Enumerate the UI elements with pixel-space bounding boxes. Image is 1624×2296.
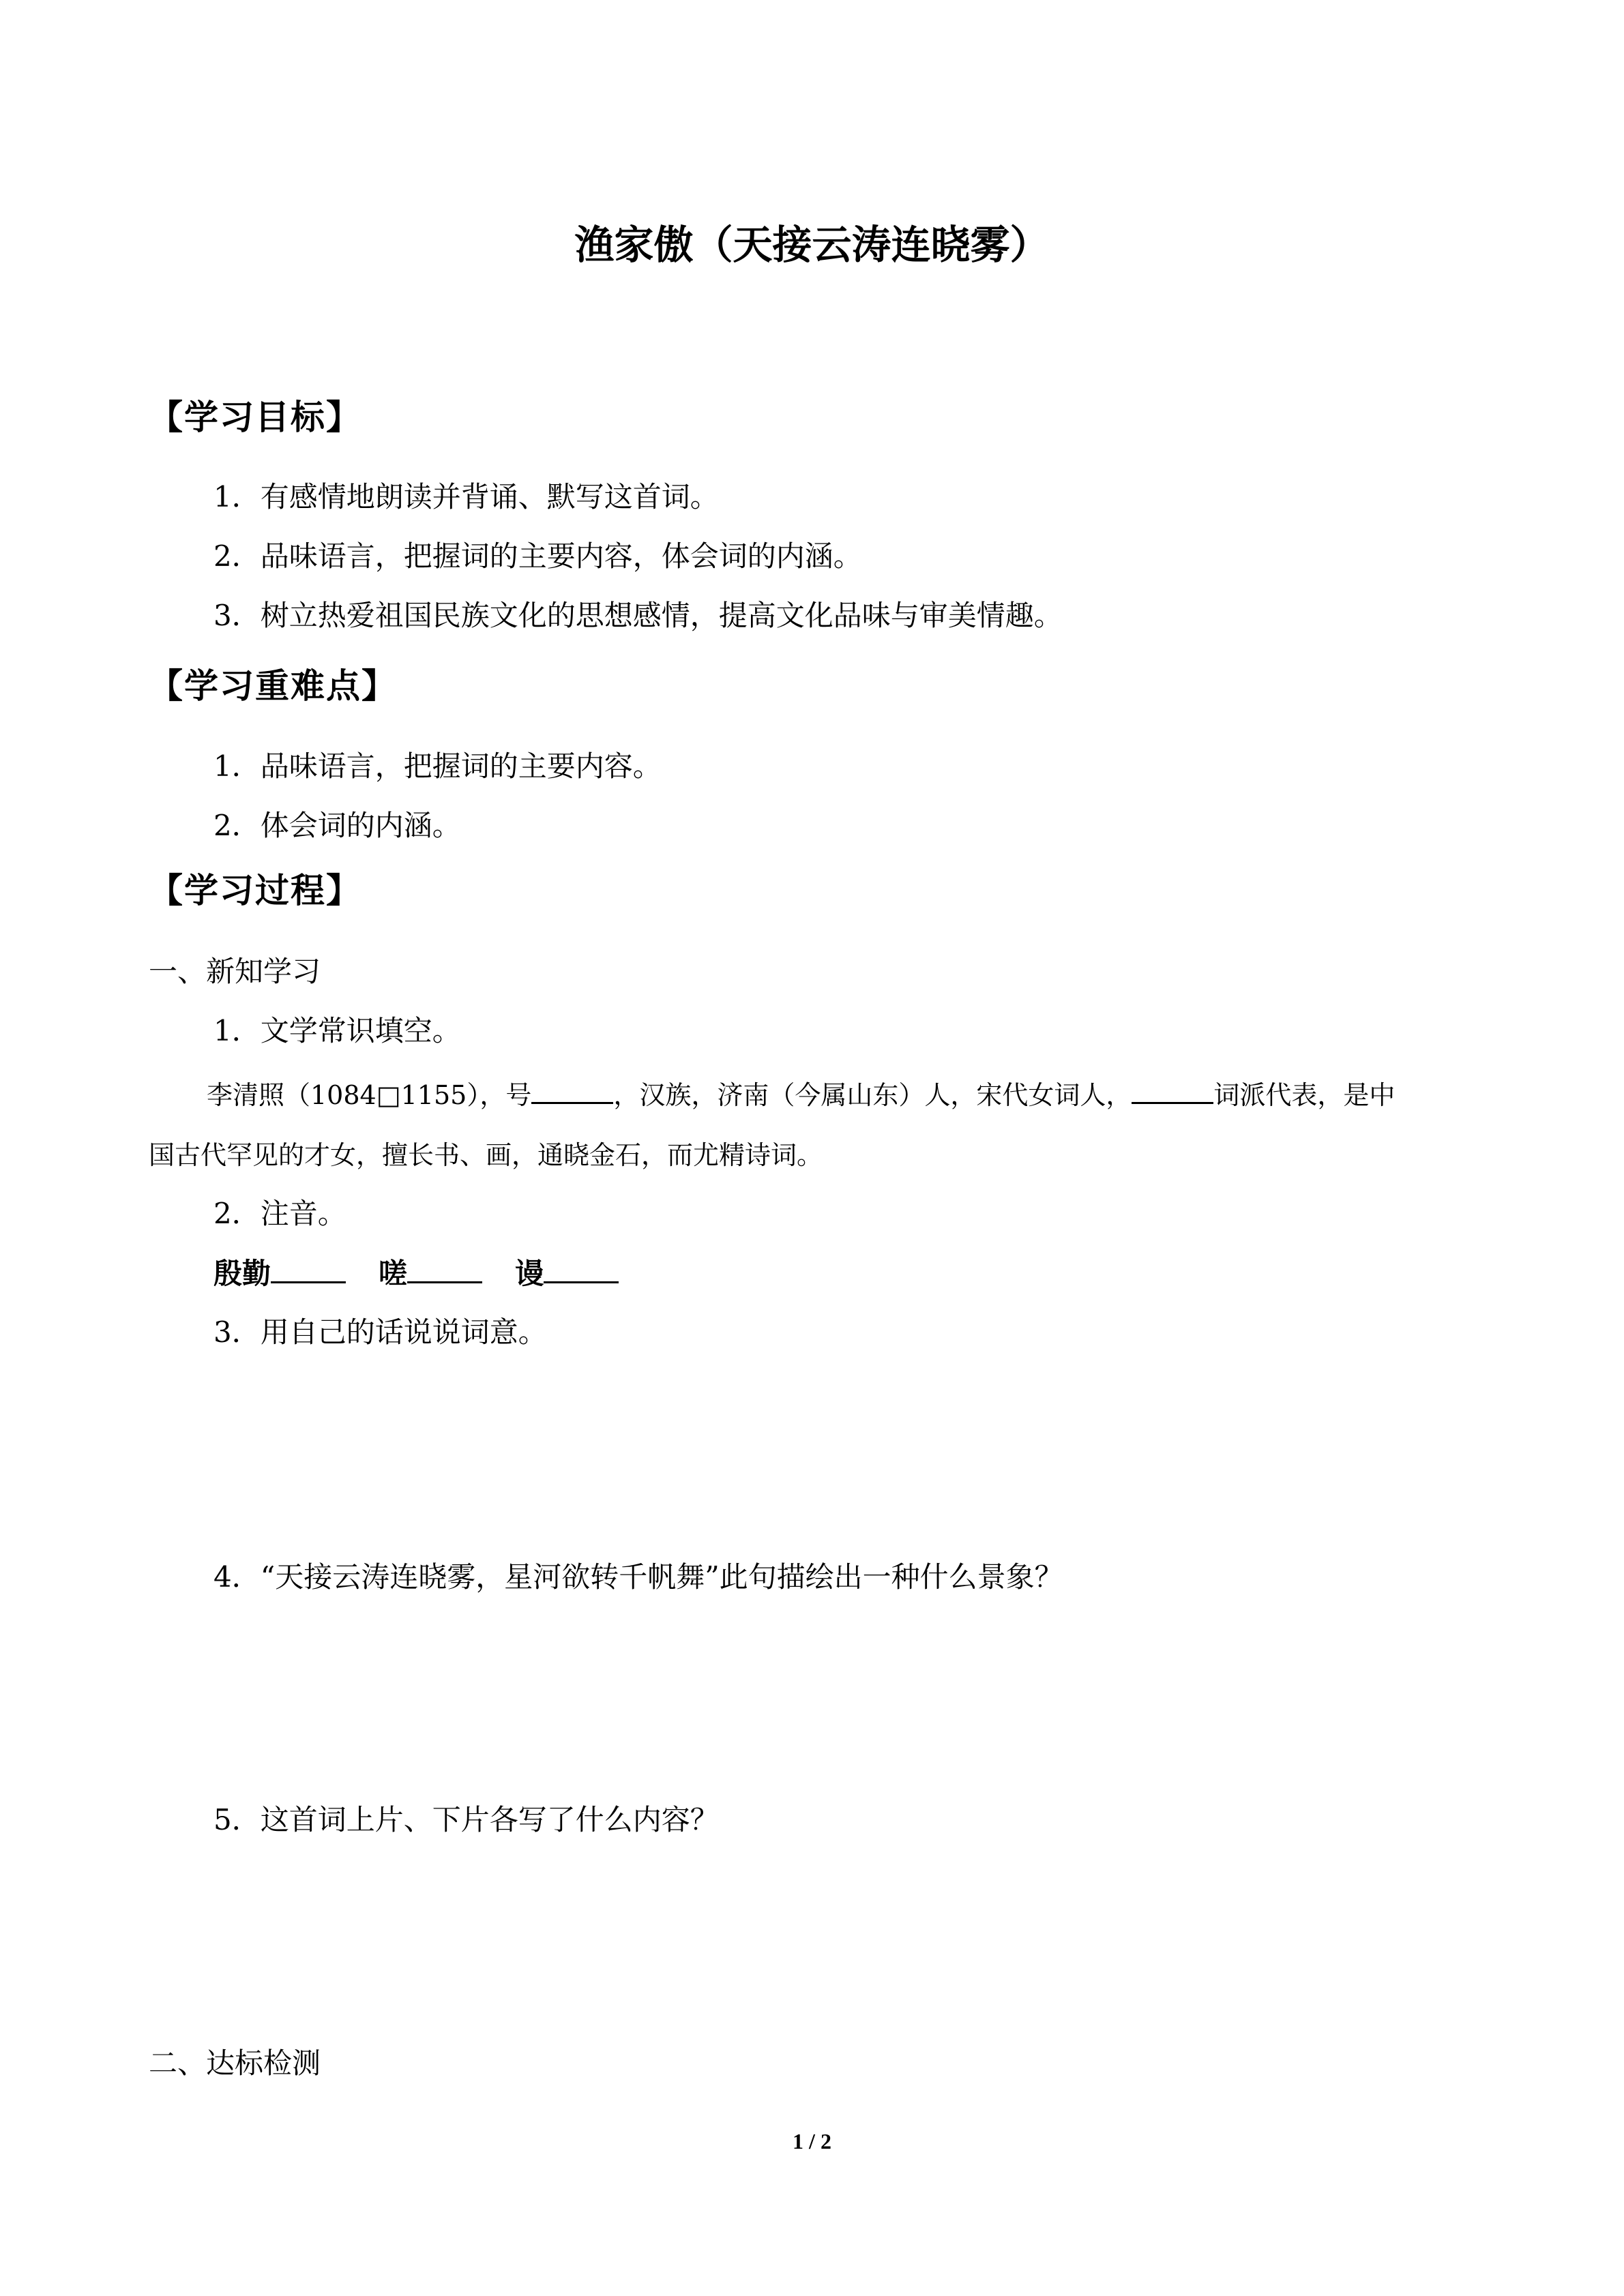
q2-word-1: 殷勤: [213, 1257, 271, 1290]
goals-heading: 【学习目标】: [149, 397, 361, 437]
q1-text-c: 词派代表，是中: [1213, 1080, 1396, 1110]
key-point-item-1: 1．品味语言，把握词的主要内容。: [213, 749, 662, 783]
q1-text-d: 国古代罕见的才女，擅长书、画，通晓金石，而尤精诗词。: [149, 1140, 823, 1170]
q1-text-b: ，汉族，济南（今属山东）人，宋代女词人，: [613, 1080, 1132, 1110]
key-points-heading: 【学习重难点】: [149, 666, 397, 706]
question-1: 1．文学常识填空。: [213, 1014, 461, 1047]
goal-item-1: 1．有感情地朗读并背诵、默写这首词。: [213, 480, 719, 513]
part2-heading: 二、达标检测: [149, 2046, 321, 2080]
q1-fill-line: [207, 1074, 1395, 1112]
q2-word-2: 嗟: [379, 1257, 408, 1290]
q1-blank-hao[interactable]: [531, 1076, 613, 1104]
q2-pinyin-row: [213, 1251, 619, 1292]
q1-text-a: 李清照（1084□1155），号: [207, 1080, 532, 1110]
goal-item-2: 2．品味语言，把握词的主要内容，体会词的内涵。: [213, 539, 862, 573]
question-4: 4．“天接云涛连晓雾，星河欲转千帆舞”此句描绘出一种什么景象？: [213, 1560, 1063, 1594]
part1-heading: 一、新知学习: [149, 955, 321, 988]
page-number: 1 / 2: [793, 2129, 831, 2153]
question-3: 3．用自己的话说说词意。: [213, 1315, 547, 1349]
q2-blank-1[interactable]: [271, 1255, 346, 1283]
q1-blank-school[interactable]: [1132, 1076, 1213, 1104]
goal-item-3: 3．树立热爱祖国民族文化的思想感情，提高文化品味与审美情趣。: [213, 599, 1063, 632]
key-point-item-2: 2．体会词的内涵。: [213, 809, 461, 842]
process-heading: 【学习过程】: [149, 870, 361, 910]
q2-blank-3[interactable]: [544, 1255, 619, 1283]
q2-word-3: 谩: [515, 1257, 544, 1290]
question-2: 2．注音。: [213, 1197, 346, 1230]
page-title: 渔家傲（天接云涛连晓雾）: [574, 222, 1050, 268]
question-5: 5．这首词上片、下片各写了什么内容？: [213, 1803, 719, 1836]
q2-blank-2[interactable]: [407, 1255, 482, 1283]
